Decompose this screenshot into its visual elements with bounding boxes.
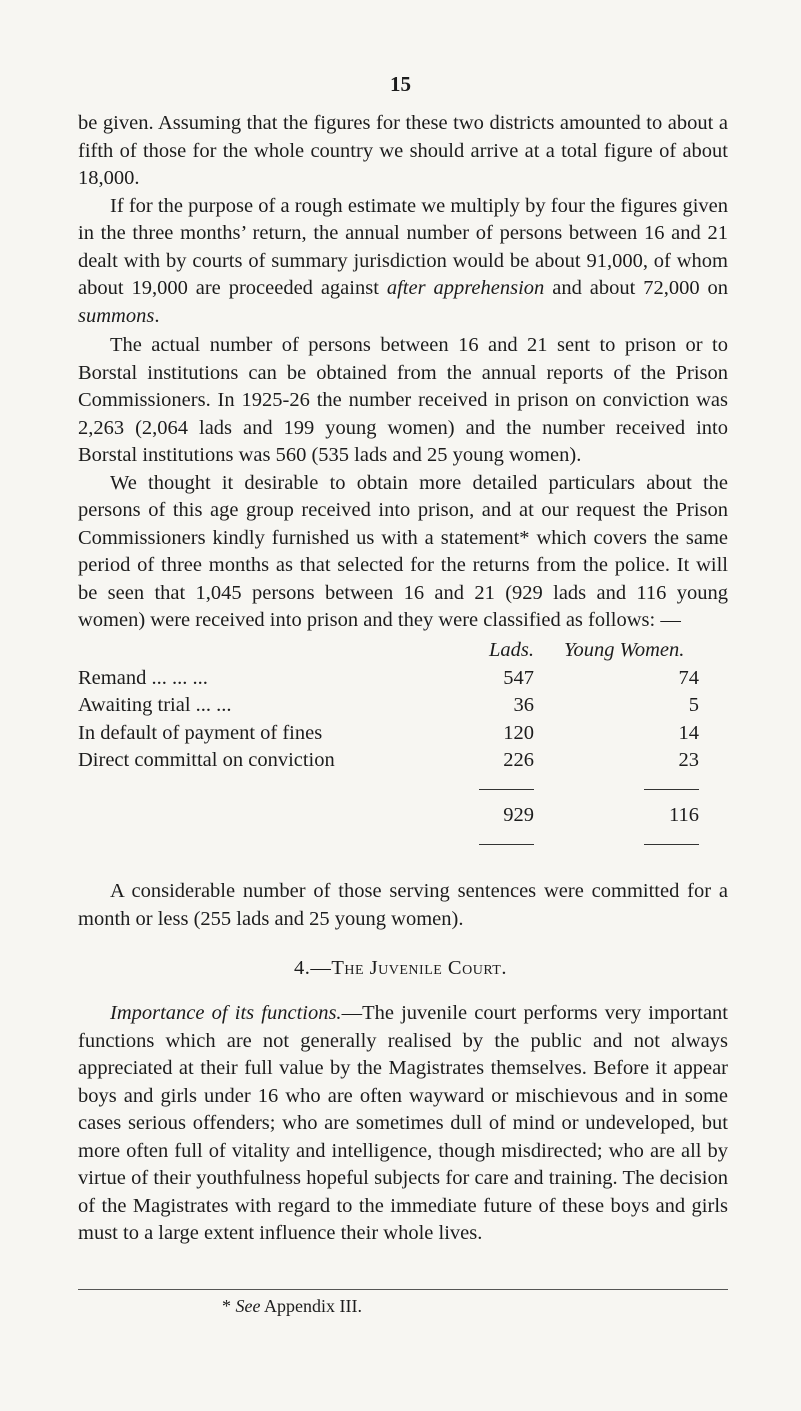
row-lads: 547 — [503, 666, 534, 689]
row-label: Awaiting trial ... ... — [78, 694, 232, 717]
divider — [644, 844, 699, 845]
total-women: 116 — [669, 804, 699, 827]
table-row — [78, 720, 699, 748]
section-heading — [0, 957, 801, 980]
footnote-marker: * — [222, 1296, 236, 1316]
main-text — [78, 110, 728, 635]
table-row — [78, 692, 699, 720]
row-label: In default of payment of fines — [78, 721, 323, 744]
table-row — [78, 747, 699, 775]
section-number: 4. — [293, 957, 311, 979]
footnote-text: Appendix III. — [260, 1296, 362, 1316]
paragraph-5: A considerable number of those serving sentences were committed for a month or less (255 lads and 25 young women). — [78, 880, 728, 930]
footnote — [222, 1296, 362, 1317]
page-number: 15 — [390, 72, 411, 96]
divider — [644, 789, 699, 790]
table-row — [78, 665, 699, 693]
paragraph-2 — [78, 193, 728, 331]
paragraph-1: be given. Assuming that the figures for these two districts amounted to about a fifth of those for the whole country we should arrive at a total figure of about 18,000. — [78, 112, 728, 189]
paragraph-3: The actual number of persons between 16 and 21 sent to prison or to Borstal institutions can be obtained from the annual reports of the Prison Commissioners. In 1925-26 the number received in prison on conviction was 2,263 (2,064 lads and 199 young women) and the number received into Borstal institutions was 560 (535 lads and 25 young women). — [78, 334, 728, 466]
paragraph-2-emphasis-2: summons — [78, 304, 155, 327]
total-row — [78, 802, 699, 830]
juvenile-paragraph — [78, 1000, 728, 1248]
header-lads: Lads. — [488, 639, 534, 662]
paragraph-2-before: If for the purpose of a rough estimate we multiply by four the figures given in the three months’ return, the annual number of persons between 16 and 21 dealt with by courts of summary jurisdiction would be about 91,000, of whom about 19,000 are proceeded against — [78, 194, 728, 299]
row-women: 23 — [678, 749, 699, 772]
row-label: Remand ... ... ... — [78, 666, 208, 689]
rule-row — [78, 775, 699, 803]
row-women: 74 — [678, 666, 699, 689]
row-lads: 36 — [513, 694, 534, 717]
table-header-row — [78, 637, 699, 665]
juvenile-lead: Importance of its functions. — [110, 1002, 342, 1024]
paragraph-2-end: . — [154, 304, 160, 327]
sentence-length-text — [78, 878, 728, 933]
prison-classification-table — [78, 637, 699, 857]
footnote-see: See — [235, 1296, 261, 1316]
divider — [479, 789, 534, 790]
paragraph-2-emphasis-1: after apprehension — [386, 277, 545, 299]
section-title: The Juvenile Court. — [331, 957, 507, 979]
row-women: 14 — [678, 721, 699, 744]
row-label: Direct committal on conviction — [78, 749, 335, 772]
section-dash: — — [310, 957, 332, 979]
paragraph-2-mid: and about 72,000 on — [544, 277, 728, 299]
total-lads: 929 — [503, 804, 534, 827]
rule-row — [78, 830, 699, 858]
juvenile-court-text — [78, 1000, 728, 1248]
juvenile-body: —The juvenile court performs very important functions which are not generally realised by the public and not always appreciated at their full value by the Magistrates themselves. Before it appear boys and girls under 16 who are often wayward or mischievous and in some cases serious offenders; who are sometimes dull of mind or undeveloped, but more often full of vitality and intelligence, though misdirected; who are all by virtue of their youthfulness hopeful subjects for care and training. The decision of the Magistrates with regard to the immediate future of these boys and girls must to a large extent influence their whole lives. — [78, 1002, 728, 1244]
divider — [479, 844, 534, 845]
paragraph-4: We thought it desirable to obtain more detailed particulars about the persons of this age group received into prison, and at our request the Prison Commissioners kindly furnished us with a statement* which covers the same period of three months as that selected for the returns from the police. It will be seen that 1,045 persons between 16 and 21 (929 lads and 116 young women) were received into prison and they were classified as follows: — — [78, 471, 728, 631]
header-young-women: Young Women. — [564, 639, 685, 662]
row-lads: 120 — [503, 721, 534, 744]
row-women: 5 — [688, 694, 699, 717]
row-lads: 226 — [503, 749, 534, 772]
footnote-divider — [78, 1289, 728, 1290]
